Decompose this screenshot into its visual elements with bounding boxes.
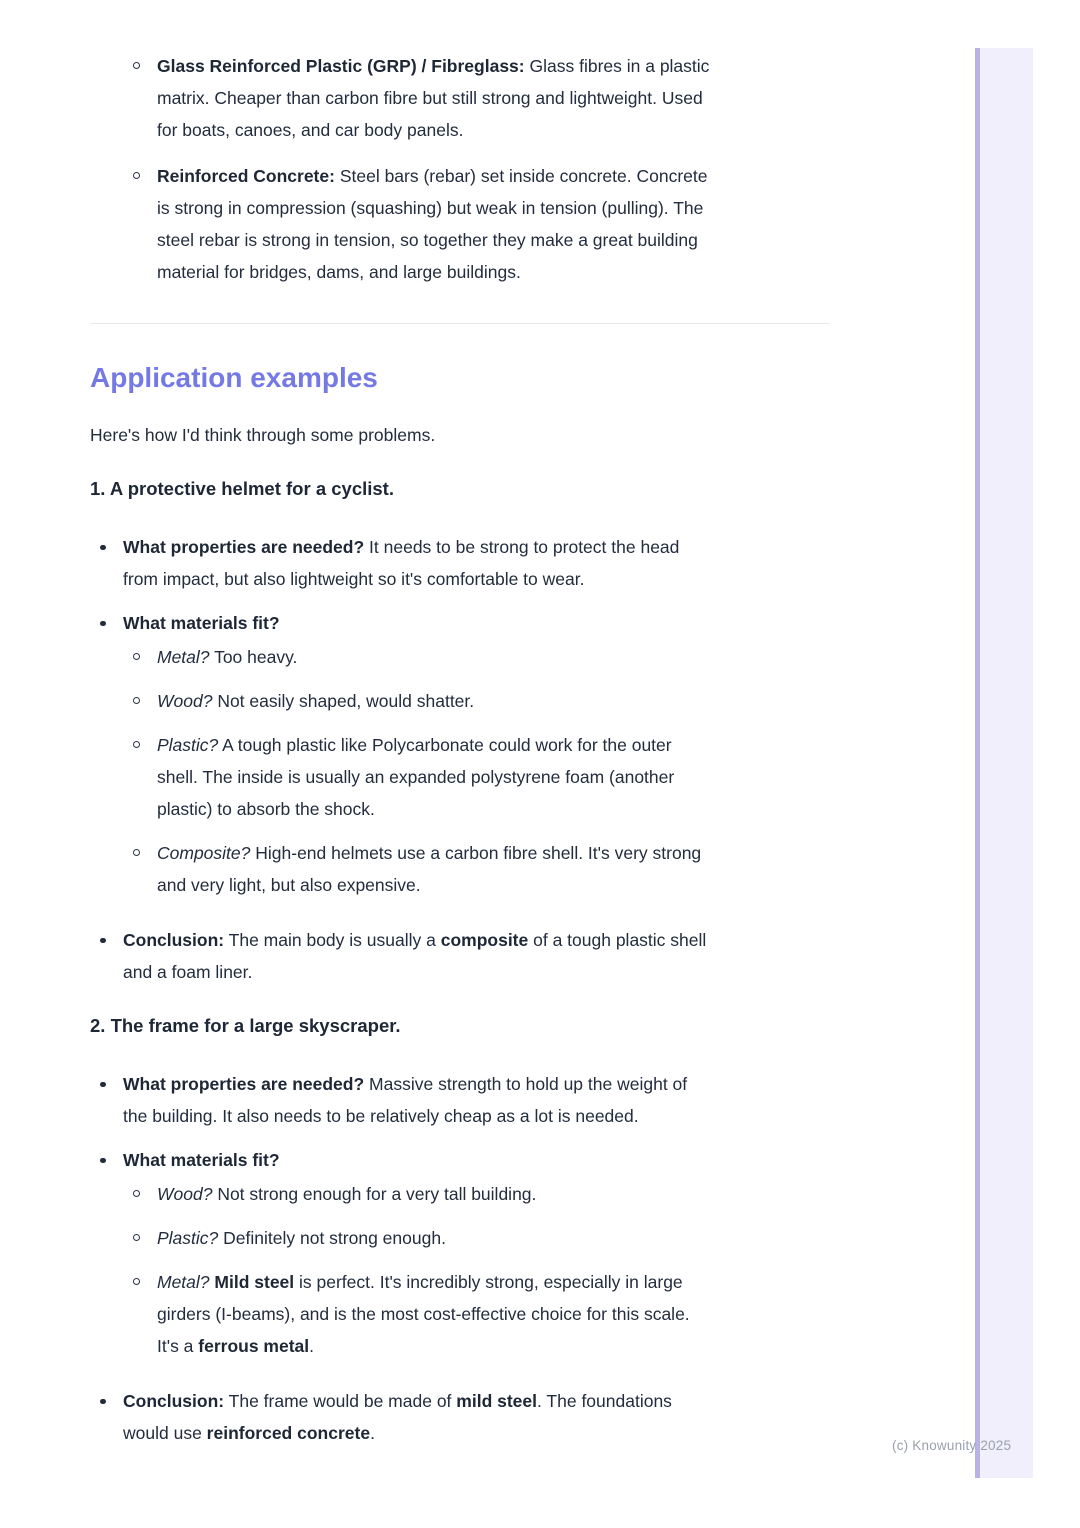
list-item xyxy=(90,641,830,673)
list-item-text: Conclusion: The frame would be made of mild steel. The foundations would use reinforced concrete. xyxy=(123,1391,672,1443)
list-item-text: What materials fit? xyxy=(123,613,280,633)
bullet-circle-marker xyxy=(133,1190,140,1197)
list-item xyxy=(90,50,830,146)
list-item-text: Wood? Not strong enough for a very tall building. xyxy=(157,1184,537,1204)
bullet-circle-marker xyxy=(133,849,140,856)
list-item-text: Metal? Mild steel is perfect. It's incredibly strong, especially in large girders (I-beams), and is the most cost-effective choice for this scale. It's a ferrous metal. xyxy=(157,1272,690,1356)
bullet-disc-marker xyxy=(100,621,106,627)
document-content xyxy=(90,50,830,1449)
list-item xyxy=(90,160,830,288)
page-edge-decoration xyxy=(975,48,1033,1478)
list-item-text: What materials fit? xyxy=(123,1150,280,1170)
list-item-text: What properties are needed? It needs to be strong to protect the head from impact, but also lightweight so it's comfortable to wear. xyxy=(123,537,680,589)
list-item xyxy=(90,685,830,717)
example-1-list xyxy=(90,531,830,988)
list-item-text: Reinforced Concrete: Steel bars (rebar) set inside concrete. Concrete is strong in compression (squashing) but weak in tension (pulling). The steel rebar is strong in tension, so together they make a great building material for bridges, dams, and large buildings. xyxy=(157,166,708,282)
list-item-text: Glass Reinforced Plastic (GRP) / Fibreglass: Glass fibres in a plastic matrix. Cheaper than carbon fibre but still strong and lightweight. Used for boats, canoes, and car body panels. xyxy=(157,56,710,140)
bullet-disc-marker xyxy=(100,1082,106,1088)
list-item-text: What properties are needed? Massive strength to hold up the weight of the building. It also needs to be relatively cheap as a lot is needed. xyxy=(123,1074,688,1126)
list-item xyxy=(90,1178,830,1210)
list-item xyxy=(90,729,830,825)
composite-materials-list xyxy=(90,50,830,288)
bullet-circle-marker xyxy=(133,741,140,748)
list-item-text: Wood? Not easily shaped, would shatter. xyxy=(157,691,475,711)
list-item xyxy=(90,1266,830,1362)
list-item xyxy=(90,607,830,639)
list-item xyxy=(90,1222,830,1254)
list-item-text: Plastic? A tough plastic like Polycarbonate could work for the outer shell. The inside is usually an expanded polystyrene foam (another plastic) to absorb the shock. xyxy=(157,735,675,819)
example-1-title: 1. A protective helmet for a cyclist. xyxy=(90,478,394,499)
list-item xyxy=(90,924,830,988)
list-item-text: Conclusion: The main body is usually a composite of a tough plastic shell and a foam liner. xyxy=(123,930,707,982)
list-item xyxy=(90,531,830,595)
bullet-circle-marker xyxy=(133,172,140,179)
example-2-title: 2. The frame for a large skyscraper. xyxy=(90,1015,401,1036)
watermark: (c) Knowunity 2025 xyxy=(892,1438,1012,1453)
intro-paragraph: Here's how I'd think through some problems. xyxy=(90,425,436,445)
bullet-disc-marker xyxy=(100,1158,106,1164)
list-item xyxy=(90,837,830,901)
example-2-list xyxy=(90,1068,830,1449)
list-item-text: Plastic? Definitely not strong enough. xyxy=(157,1228,446,1248)
section-divider xyxy=(90,323,830,324)
bullet-circle-marker xyxy=(133,1234,140,1241)
list-item xyxy=(90,1144,830,1176)
list-item-text: Metal? Too heavy. xyxy=(157,647,298,667)
list-item-text: Composite? High-end helmets use a carbon fibre shell. It's very strong and very light, but also expensive. xyxy=(157,843,702,895)
list-item xyxy=(90,1385,830,1449)
bullet-disc-marker xyxy=(100,1399,106,1405)
bullet-circle-marker xyxy=(133,653,140,660)
list-item xyxy=(90,1068,830,1132)
bullet-disc-marker xyxy=(100,938,106,944)
bullet-disc-marker xyxy=(100,545,106,551)
bullet-circle-marker xyxy=(133,697,140,704)
page-title: Application examples xyxy=(90,362,378,393)
bullet-circle-marker xyxy=(133,62,140,69)
bullet-circle-marker xyxy=(133,1278,140,1285)
